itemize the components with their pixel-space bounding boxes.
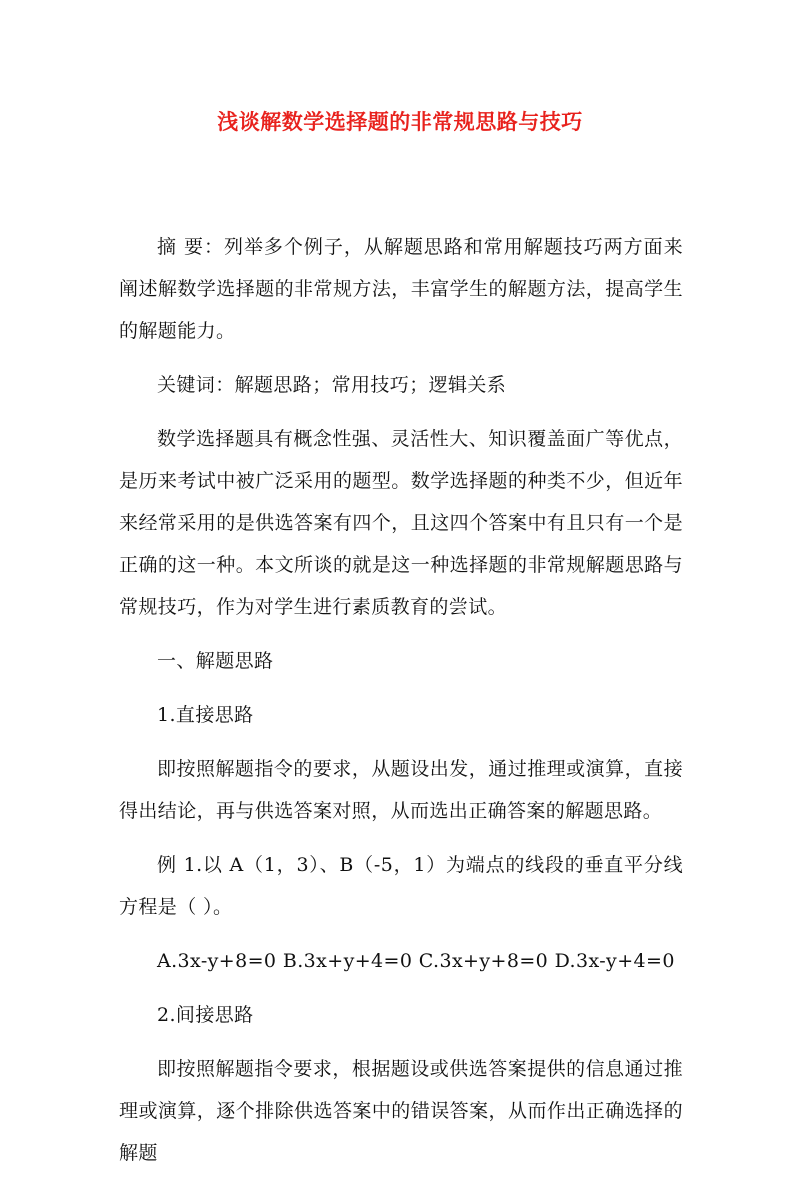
document-title: 浅谈解数学选择题的非常规思路与技巧 [217, 109, 583, 134]
example-1-question: 例 1.以 A（1，3）、B（-5，1）为端点的线段的垂直平分线方程是（ ）。 [119, 854, 683, 918]
subsection-heading-indirect: 2.间接思路 [157, 1004, 254, 1026]
section-heading-approach: 一、解题思路 [157, 650, 274, 672]
abstract-paragraph: 摘 要：列举多个例子，从解题思路和常用解题技巧两方面来阐述解数学选择题的非常规方法，丰富学生的解题方法，提高学生的解题能力。 [119, 236, 683, 342]
subsection-heading-direct: 1.直接思路 [157, 704, 254, 726]
document-body [119, 226, 683, 1186]
example-1-options: A.3x-y+8=0 B.3x+y+4=0 C.3x+y+8=0 D.3x-y+4=0 [157, 950, 675, 972]
indirect-approach-paragraph: 即按照解题指令要求，根据题设或供选答案提供的信息通过推理或演算，逐个排除供选答案中的错误答案，从而作出正确选择的解题 [119, 1058, 683, 1164]
direct-approach-paragraph: 即按照解题指令的要求，从题设出发，通过推理或演算，直接得出结论，再与供选答案对照，从而选出正确答案的解题思路。 [119, 758, 683, 822]
keywords-line: 关键词：解题思路；常用技巧；逻辑关系 [157, 374, 507, 396]
intro-paragraph: 数学选择题具有概念性强、灵活性大、知识覆盖面广等优点，是历来考试中被广泛采用的题型。数学选择题的种类不少，但近年来经常采用的是供选答案有四个，且这四个答案中有且只有一个是正确的这一种。本文所谈的就是这一种选择题的非常规解题思路与常规技巧，作为对学生进行素质教育的尝试。 [119, 428, 683, 618]
